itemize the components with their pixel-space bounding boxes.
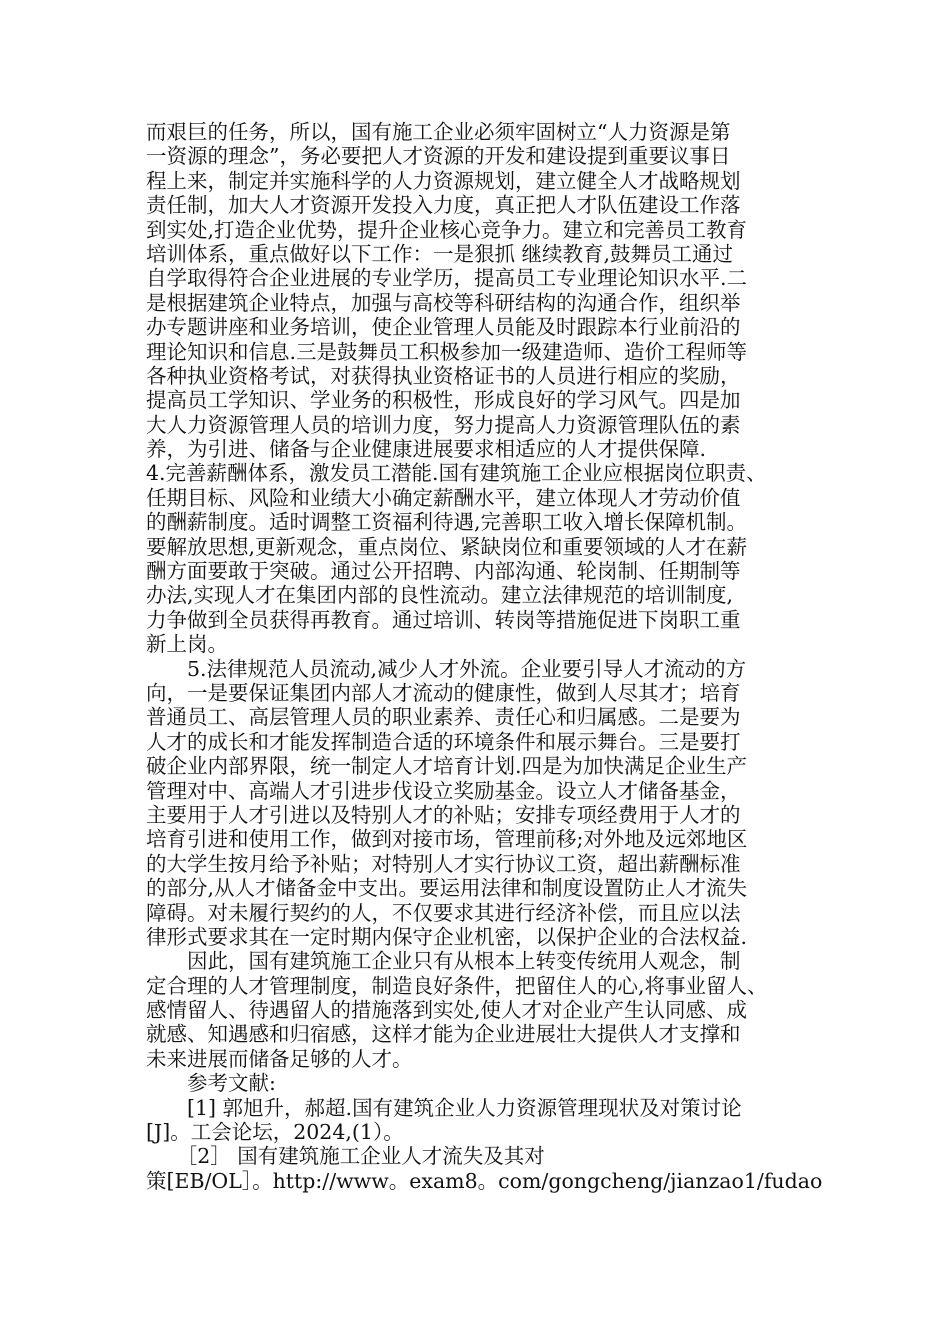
text-line: 主要用于人才引进以及特别人才的补贴；安排专项经费用于人才的 bbox=[146, 802, 741, 827]
document-page bbox=[146, 120, 823, 1193]
text-line: 自学取得符合企业进展的专业学历，提高员工专业理论知识水平.二 bbox=[146, 266, 748, 291]
text-line: 的大学生按月给予补贴；对特别人才实行协议工资，超出薪酬标准 bbox=[146, 851, 741, 876]
text-line: 而艰巨的任务，所以，国有施工企业必须牢固树立“人力资源是第 bbox=[146, 120, 731, 144]
text-line: 要解放思想,更新观念，重点岗位、紧缺岗位和重要领域的人才在薪 bbox=[146, 534, 748, 559]
text-line: 未来进展而储备足够的人才。 bbox=[146, 1046, 413, 1071]
text-line: 办法,实现人才在集团内部的良性流动。建立法律规范的培训制度, bbox=[146, 583, 734, 608]
text-line: 各种执业资格考试，对获得执业资格证书的人员进行相应的奖励， bbox=[146, 363, 741, 388]
text-line: 理论知识和信息.三是鼓舞员工积极参加一级建造师、造价工程师等 bbox=[146, 339, 748, 364]
text-line: 养，为引进、储备与企业健康进展要求相适应的人才提供保障. bbox=[146, 437, 707, 462]
text-line: 普通员工、高层管理人员的职业素养、责任心和归属感。二是要为 bbox=[146, 705, 741, 730]
text-line: 定合理的人才管理制度，制造良好条件，把留住人的心,将事业留人、 bbox=[146, 973, 768, 998]
text-line: 程上来，制定并实施科学的人力资源规划，建立健全人才战略规划 bbox=[146, 168, 741, 193]
text-line: 因此，国有建筑施工企业只有从根本上转变传统用人观念，制 bbox=[146, 949, 741, 974]
reference-line: [1] 郭旭升，郝超.国有建筑企业人力资源管理现状及对策讨论 bbox=[146, 1095, 742, 1120]
text-line: 一资源的理念”，务必要把人才资源的开发和建设提到重要议事日 bbox=[146, 144, 731, 169]
reference-url-line: 策[EB/OL］。http://www。exam8。com/gongcheng/jianzao1/fudao bbox=[146, 1168, 823, 1193]
text-line: 人才的成长和才能发挥制造合适的环境条件和展示舞台。三是要打 bbox=[146, 729, 741, 754]
text-line: 责任制，加大人才资源开发投入力度，真正把人才队伍建设工作落 bbox=[146, 193, 741, 218]
text-line: 障碍。对未履行契约的人，不仅要求其进行经济补偿，而且应以法 bbox=[146, 900, 741, 925]
text-line: 办专题讲座和业务培训，使企业管理人员能及时跟踪本行业前沿的 bbox=[146, 315, 741, 340]
text-line: 酬方面要敢于突破。通过公开招聘、内部沟通、轮岗制、任期制等 bbox=[146, 559, 741, 584]
text-line: 培育引进和使用工作，做到对接市场，管理前移;对外地及远郊地区 bbox=[146, 827, 748, 852]
text-line: 律形式要求其在一定时期内保守企业机密，以保护企业的合法权益. bbox=[146, 924, 748, 949]
reference-line: ［2］ 国有建筑施工企业人才流失及其对 bbox=[146, 1144, 545, 1169]
text-line: 感情留人、待遇留人的措施落到实处,使人才对企业产生认同感、成 bbox=[146, 998, 748, 1023]
text-line: 管理对中、高端人才引进步伐设立奖励基金。设立人才储备基金， bbox=[146, 778, 741, 803]
text-line: 就感、知遇感和归宿感，这样才能为企业进展壮大提供人才支撑和 bbox=[146, 1022, 741, 1047]
reference-line: [J]。工会论坛，2024,(1）。 bbox=[146, 1120, 404, 1145]
section-heading-line: 5.法律规范人员流动,减少人才外流。企业要引导人才流动的方 bbox=[146, 656, 747, 681]
text-line: 新上岗。 bbox=[146, 632, 228, 657]
text-line: 向，一是要保证集团内部人才流动的健康性，做到人尽其才；培育 bbox=[146, 680, 741, 705]
text-line: 任期目标、风险和业绩大小确定薪酬水平，建立体现人才劳动价值 bbox=[146, 485, 741, 510]
text-line: 的酬薪制度。适时调整工资福利待遇,完善职工收入增长保障机制。 bbox=[146, 510, 748, 535]
text-line: 到实处,打造企业优势，提升企业核心竞争力。建立和完善员工教育 bbox=[146, 217, 748, 242]
text-line: 力争做到全员获得再教育。通过培训、转岗等措施促进下岗职工重 bbox=[146, 607, 741, 632]
text-line: 提高员工学知识、学业务的积极性，形成良好的学习风气。四是加 bbox=[146, 388, 741, 413]
text-line: 是根据建筑企业特点，加强与高校等科研结构的沟通合作，组织举 bbox=[146, 290, 741, 315]
section-heading-line: 4.完善薪酬体系，激发员工潜能.国有建筑施工企业应根据岗位职责、 bbox=[146, 461, 767, 486]
text-line: 培训体系，重点做好以下工作：一是狠抓 继续教育,鼓舞员工通过 bbox=[146, 241, 734, 266]
text-line: 大人力资源管理人员的培训力度，努力提高人力资源管理队伍的素 bbox=[146, 412, 741, 437]
references-heading: 参考文献: bbox=[146, 1071, 276, 1096]
text-line: 破企业内部界限，统一制定人才培育计划.四是为加快满足企业生产 bbox=[146, 754, 748, 779]
text-line: 的部分,从人才储备金中支出。要运用法律和制度设置防止人才流失 bbox=[146, 876, 748, 901]
